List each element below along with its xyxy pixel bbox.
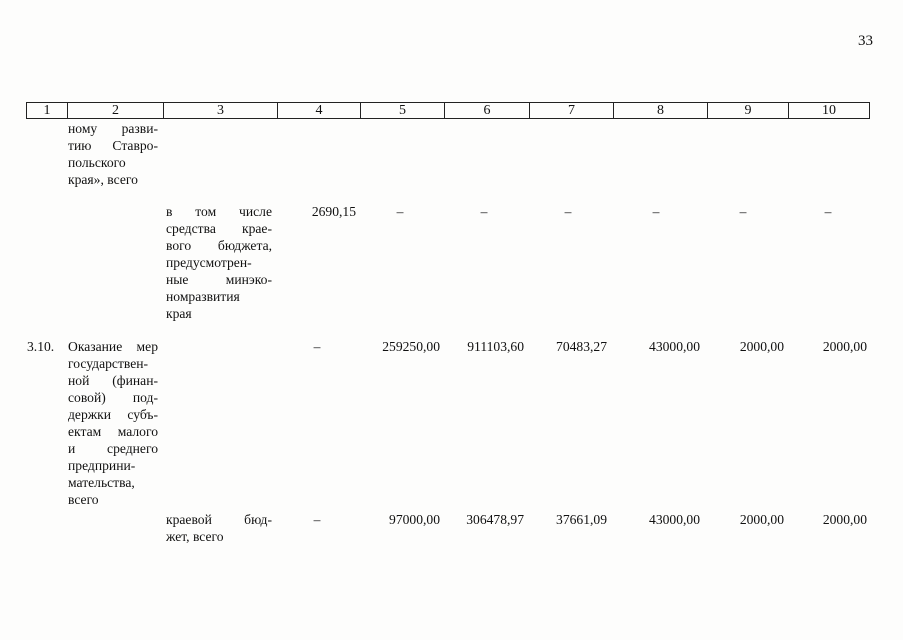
sub-row-minecon-col9: – bbox=[739, 204, 747, 219]
header-col-1: 1 bbox=[27, 103, 68, 119]
column-number-header bbox=[26, 102, 870, 119]
text-line: ной (финан- bbox=[68, 373, 158, 388]
text-line: Оказание мер bbox=[68, 339, 158, 354]
sub-row-minecon-col6: – bbox=[480, 204, 488, 219]
sub-row-minecon-col7: – bbox=[564, 204, 572, 219]
sub-row-regional-col4: – bbox=[313, 512, 321, 527]
text-line: ные минэко- bbox=[166, 272, 272, 287]
text-line: края», всего bbox=[68, 172, 138, 187]
header-col-9: 9 bbox=[708, 103, 789, 119]
text-line: мательства, bbox=[68, 475, 135, 490]
sub-row-minecon-col10: – bbox=[824, 204, 832, 219]
row-3-10-col10: 2000,00 bbox=[822, 339, 867, 354]
row-3-10-number: 3.10. bbox=[27, 339, 55, 354]
text-line: польского bbox=[68, 155, 126, 170]
text-line: государствен- bbox=[68, 356, 149, 371]
text-line: средства крае- bbox=[166, 221, 272, 236]
row-3-10-col7: 70483,27 bbox=[556, 339, 607, 354]
text-line: краевой бюд- bbox=[166, 512, 272, 527]
text-line: всего bbox=[68, 492, 99, 507]
row-3-10-col4: – bbox=[313, 339, 321, 354]
row-3-10-col8: 43000,00 bbox=[649, 339, 700, 354]
sub-row-regional-col9: 2000,00 bbox=[739, 512, 784, 527]
sub-row-minecon-col8: – bbox=[652, 204, 660, 219]
row-3-10-col9: 2000,00 bbox=[739, 339, 784, 354]
text-line: предусмотрен- bbox=[166, 255, 252, 270]
text-line: вого бюджета, bbox=[166, 238, 272, 253]
header-col-6: 6 bbox=[445, 103, 530, 119]
text-line: края bbox=[166, 306, 192, 321]
continuation-row-name bbox=[68, 120, 158, 188]
header-col-8: 8 bbox=[614, 103, 708, 119]
text-line: в том числе bbox=[166, 204, 272, 219]
text-line: жет, всего bbox=[166, 529, 224, 544]
header-col-10: 10 bbox=[789, 103, 870, 119]
header-col-5: 5 bbox=[361, 103, 445, 119]
row-3-10-name bbox=[68, 338, 158, 508]
row-3-10-col6: 911103,60 bbox=[467, 339, 524, 354]
header-col-3: 3 bbox=[164, 103, 278, 119]
text-line: держки субъ- bbox=[68, 407, 158, 422]
sub-row-regional-col7: 37661,09 bbox=[556, 512, 607, 527]
sub-row-regional-col8: 43000,00 bbox=[649, 512, 700, 527]
header-col-2: 2 bbox=[68, 103, 164, 119]
text-line: совой) под- bbox=[68, 390, 158, 405]
text-line: ектам малого bbox=[68, 424, 158, 439]
header-col-7: 7 bbox=[530, 103, 614, 119]
sub-row-regional-col5: 97000,00 bbox=[389, 512, 440, 527]
text-line: тию Ставро- bbox=[68, 138, 158, 153]
row-3-10-col5: 259250,00 bbox=[382, 339, 440, 354]
sub-row-minecon-label bbox=[166, 203, 272, 322]
sub-row-minecon-col4: 2690,15 bbox=[311, 204, 356, 219]
sub-row-regional-label bbox=[166, 511, 272, 545]
sub-row-minecon-col5: – bbox=[396, 204, 404, 219]
text-line: и среднего bbox=[68, 441, 158, 456]
text-line: номразвития bbox=[166, 289, 240, 304]
text-line: ному разви- bbox=[68, 121, 158, 136]
page-number: 33 bbox=[858, 33, 873, 49]
header-col-4: 4 bbox=[278, 103, 361, 119]
text-line: предприни- bbox=[68, 458, 136, 473]
sub-row-regional-col6: 306478,97 bbox=[466, 512, 524, 527]
sub-row-regional-col10: 2000,00 bbox=[822, 512, 867, 527]
